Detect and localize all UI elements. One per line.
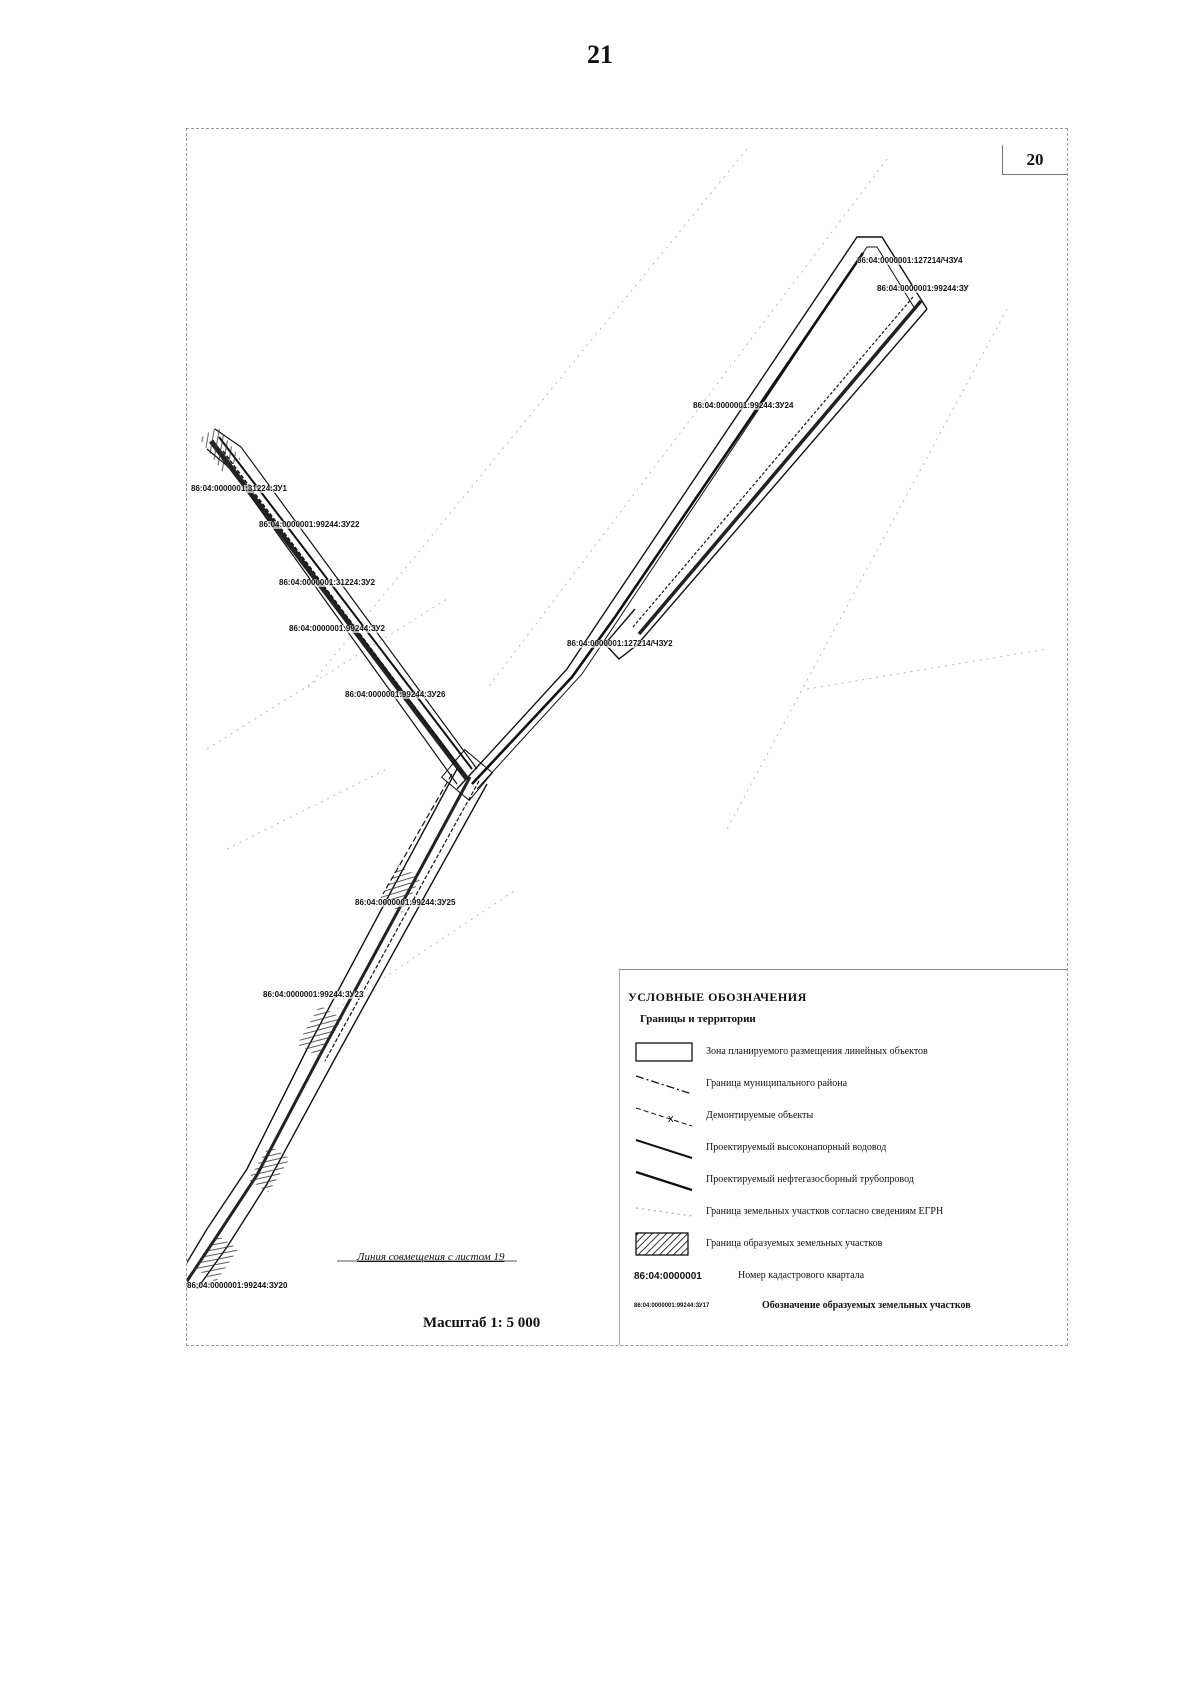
district-border-swatch [634,1070,696,1098]
parcel-label: 86:04:0000001:99244:ЗУ23 [263,990,364,999]
match-line-label: Линия совмещения с листом 19 [357,1251,505,1263]
legend-item-demolished [634,1102,1064,1130]
parcel-label: 86:04:0000001:31224:ЗУ2 [279,578,375,587]
zone-outline-swatch [634,1038,696,1066]
legend-item-planned-zone [634,1038,1064,1066]
legend-label: Граница земельных участков согласно сведениям ЕГРН [706,1206,944,1217]
legend-item-cadastral-quarter [634,1262,1064,1290]
planned-zone-nw [207,429,477,784]
legend-label: Проектируемый нефтегазосборный трубопровод [706,1174,914,1185]
parcel-label: 86:04:0000001:31224:ЗУ1 [191,484,287,493]
scale-label: Масштаб 1: 5 000 [423,1315,541,1331]
parcel-label: 86:04:0000001:99244:ЗУ2 [289,624,385,633]
parcel-label: 86:04:0000001:99244:ЗУ24 [693,401,794,410]
egrn-boundary-swatch [634,1198,696,1226]
legend-label: Зона планируемого размещения линейных объектов [706,1046,928,1057]
map-frame[interactable] [186,128,1068,1346]
svg-text:x: x [668,1113,674,1125]
adjacent-sheet-ref: 20 [1002,145,1067,175]
planned-zone-sw [187,769,487,1289]
planned-zone-ne [457,237,927,789]
parcel-label: 86:04:0000001:99244:ЗУ25 [355,898,456,907]
parcel-label: 86:04:0000001:127214/ЧЗУ2 [567,639,673,648]
legend-label: Граница муниципального района [706,1078,848,1089]
legend-code: 86:04:0000001:99244:ЗУ17 [634,1303,710,1309]
parcel-label: 86:04:0000001:99244:ЗУ22 [259,520,360,529]
new-parcels-swatch [634,1230,696,1258]
legend-item-water-pipeline [634,1134,1064,1162]
parcel-label: 86:04:0000001:99244:ЗУ [877,284,969,293]
legend-label: Обозначение образуемых земельных участков [762,1300,971,1311]
oil-pipeline-swatch [634,1166,696,1194]
parcel-label: 86:04:0000001:99244:ЗУ26 [345,690,446,699]
parcel-label: 86:04:0000001:127214/ЧЗУ4 [857,256,963,265]
legend-label: Проектируемый высоконапорный водовод [706,1142,887,1153]
water-pipeline-swatch [634,1134,696,1162]
legend-item-district-border [634,1070,1064,1098]
legend-label: Номер кадастрового квартала [738,1270,865,1281]
legend-label: Граница образуемых земельных участков [706,1238,883,1249]
legend-subtitle: Границы и территории [640,1013,756,1025]
legend-label: Демонтируемые объекты [706,1110,814,1121]
legend-title: УСЛОВНЫЕ ОБОЗНАЧЕНИЯ [628,990,807,1004]
legend-item-egrn-boundary [634,1198,1064,1226]
page-number: 21 [587,40,613,69]
parcel-label: 86:04:0000001:99244:ЗУ20 [187,1281,288,1290]
demolished-swatch [634,1102,696,1130]
legend-code: 86:04:0000001 [634,1271,702,1282]
legend-item-oil-pipeline [634,1166,1064,1194]
legend [619,969,1068,1346]
legend-item-new-parcels [634,1230,1064,1258]
legend-item-parcel-designation [634,1292,1064,1320]
